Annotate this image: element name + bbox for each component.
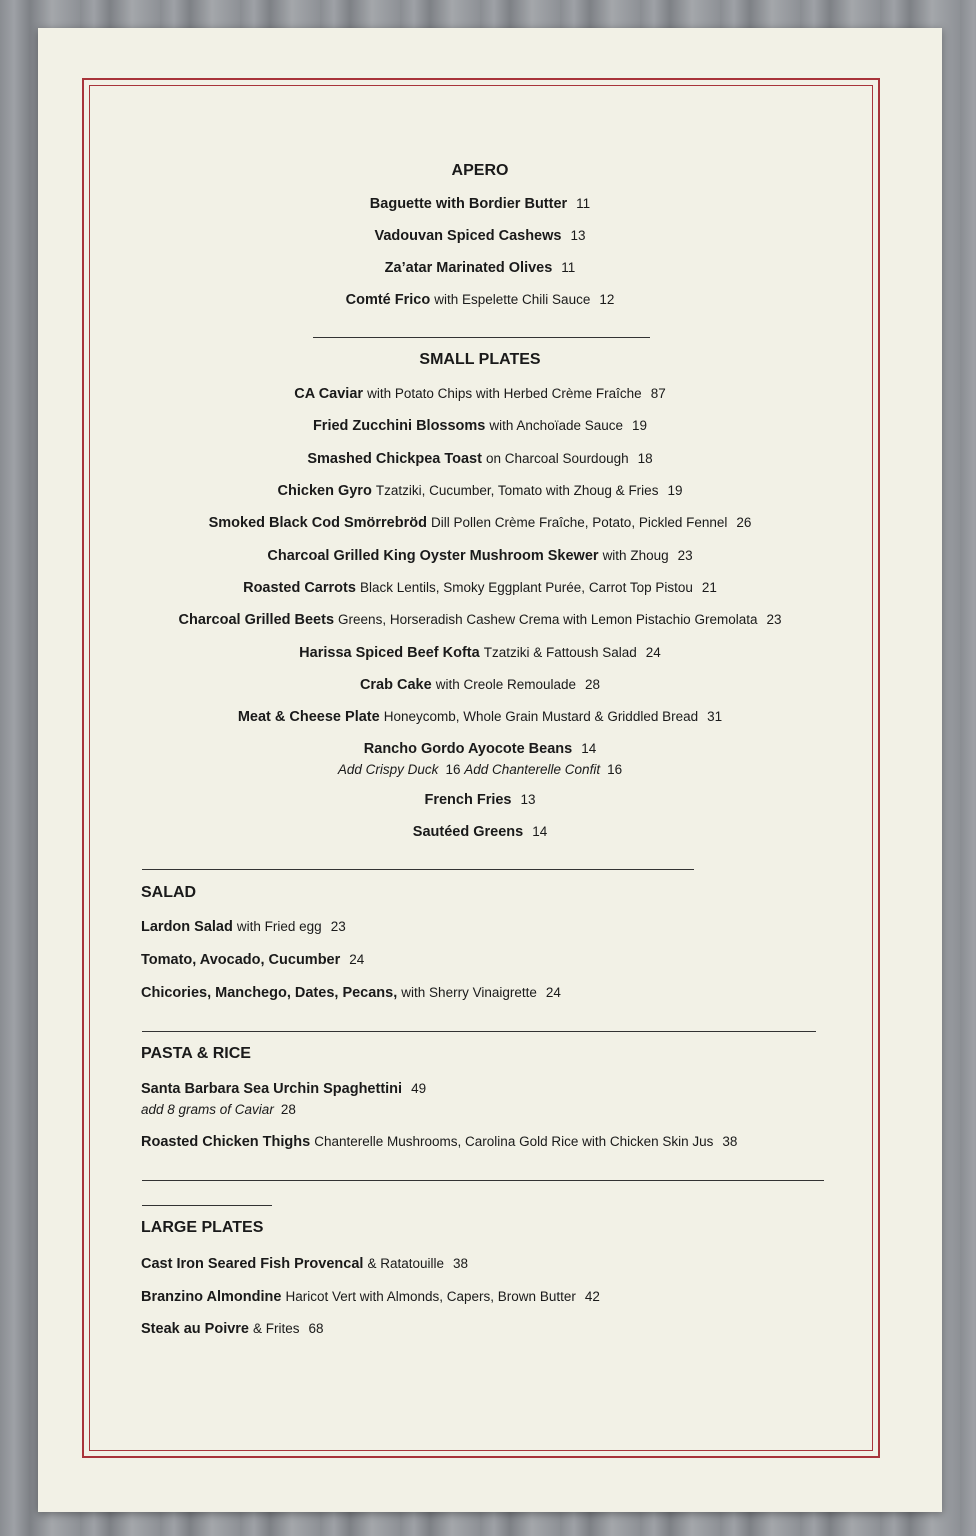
menu-item (413, 823, 547, 841)
addon-label: add 8 grams of Caviar (141, 1102, 274, 1117)
menu-item (385, 259, 576, 277)
item-description: with Fried egg (236, 919, 322, 934)
item-price: 23 (330, 919, 346, 934)
item-name: Chicken Gyro (277, 483, 372, 499)
menu-item (294, 385, 665, 403)
item-name: Sautéed Greens (412, 824, 524, 840)
item-name: Rancho Gordo Ayocote Beans (363, 741, 573, 757)
item-name: Cast Iron Seared Fish Provencal (141, 1256, 364, 1272)
item-price: 38 (453, 1256, 469, 1271)
menu-item (370, 195, 590, 213)
item-price: 19 (667, 483, 683, 498)
item-price: 24 (545, 985, 561, 1000)
item-name: Lardon Salad (141, 919, 233, 935)
menu-item (346, 291, 615, 309)
item-description: Black Lentils, Smoky Eggplant Purée, Carrot Top Pistou (359, 580, 693, 595)
addon-price: 16 (445, 762, 461, 777)
item-price: 24 (645, 645, 661, 660)
section-heading: SALAD (141, 884, 197, 901)
item-price: 24 (349, 952, 365, 967)
item-price: 23 (677, 548, 693, 563)
menu-item (141, 1288, 600, 1306)
item-description: with Sherry Vinaigrette (401, 985, 537, 1000)
item-name: Za’atar Marinated Olives (384, 260, 553, 276)
item-name: Harissa Spiced Beef Kofta (299, 645, 480, 661)
item-price: 11 (561, 260, 576, 275)
item-price: 14 (581, 741, 597, 756)
item-description: on Charcoal Sourdough (486, 451, 629, 466)
item-price: 13 (570, 228, 586, 243)
menu-item (299, 644, 661, 662)
divider (142, 869, 694, 870)
item-description: Honeycomb, Whole Grain Mustard & Griddled Bread (383, 709, 699, 724)
item-description: Tzatziki & Fattoush Salad (483, 645, 637, 660)
divider (142, 1180, 824, 1181)
item-name: CA Caviar (294, 386, 364, 402)
item-name: Roasted Chicken Thighs (141, 1134, 311, 1150)
item-name: Roasted Carrots (243, 580, 356, 596)
item-description: with Creole Remoulade (435, 677, 577, 692)
menu-item (178, 611, 781, 629)
menu-item (141, 1133, 737, 1151)
item-name: Charcoal Grilled King Oyster Mushroom Skewer (267, 548, 599, 564)
item-price: 18 (637, 451, 653, 466)
item-description: Dill Pollen Crème Fraîche, Potato, Pickled Fennel (430, 515, 728, 530)
item-name: Baguette with Bordier Butter (369, 196, 568, 212)
item-price: 13 (520, 792, 536, 807)
menu-item (141, 918, 346, 936)
item-price: 23 (766, 612, 782, 627)
item-name: Charcoal Grilled Beets (178, 612, 335, 628)
item-name: Tomato, Avocado, Cucumber (141, 952, 341, 968)
item-name: Fried Zucchini Blossoms (312, 418, 486, 434)
menu-item (141, 951, 364, 969)
item-name: Comté Frico (345, 292, 431, 308)
menu-item (243, 579, 717, 597)
menu-item (360, 676, 600, 694)
item-description: with Potato Chips with Herbed Crème Fraîche (367, 386, 642, 401)
item-name: Branzino Almondine (141, 1289, 282, 1305)
item-price: 21 (701, 580, 717, 595)
item-price: 11 (576, 196, 591, 211)
menu-item (141, 1320, 324, 1338)
section-heading: APERO (451, 162, 509, 179)
item-description: with Anchoïade Sauce (489, 418, 624, 433)
menu-item (141, 1080, 426, 1098)
menu-item (141, 984, 561, 1002)
addon-label: Add Chanterelle Confit (464, 762, 601, 777)
item-price: 68 (308, 1321, 324, 1336)
menu-item (278, 482, 683, 500)
menu-item (313, 417, 647, 435)
item-description: Tzatziki, Cucumber, Tomato with Zhoug & Fries (375, 483, 659, 498)
menu-item (307, 450, 652, 468)
item-price: 28 (585, 677, 601, 692)
item-description: Chanterelle Mushrooms, Carolina Gold Rice with Chicken Skin Jus (314, 1134, 714, 1149)
item-price: 26 (736, 515, 752, 530)
item-description: & Frites (253, 1321, 300, 1336)
addon-label: Add Crispy Duck (337, 762, 439, 777)
item-price: 49 (411, 1081, 427, 1096)
item-price: 87 (650, 386, 666, 401)
item-description: Greens, Horseradish Cashew Crema with Lemon Pistachio Gremolata (338, 612, 758, 627)
item-price: 42 (584, 1289, 600, 1304)
item-price: 12 (599, 292, 615, 307)
menu-item (424, 791, 535, 809)
menu-item (375, 227, 586, 245)
item-name: Crab Cake (359, 677, 432, 693)
item-name: Meat & Cheese Plate (237, 709, 380, 725)
item-name: Chicories, Manchego, Dates, Pecans, (141, 985, 398, 1001)
item-name: Steak au Poivre (141, 1321, 249, 1337)
item-description: & Ratatouille (367, 1256, 444, 1271)
item-description: with Zhoug (602, 548, 669, 563)
divider (313, 337, 650, 338)
section-heading: LARGE PLATES (141, 1219, 264, 1236)
item-name: Smashed Chickpea Toast (307, 451, 482, 467)
item-price: 14 (532, 824, 548, 839)
item-name: Vadouvan Spiced Cashews (374, 228, 562, 244)
item-description: with Espelette Chili Sauce (434, 292, 591, 307)
divider (142, 1205, 272, 1206)
menu-item (238, 708, 722, 726)
item-description: Haricot Vert with Almonds, Capers, Brown Butter (285, 1289, 576, 1304)
item-name: Smoked Black Cod Smörrebröd (208, 515, 427, 531)
item-addons (141, 1101, 296, 1119)
menu-item (267, 547, 692, 565)
divider (142, 1031, 816, 1032)
menu-item (364, 740, 596, 758)
item-name: Santa Barbara Sea Urchin Spaghettini (141, 1081, 403, 1097)
item-name: French Fries (424, 792, 512, 808)
item-price: 31 (707, 709, 723, 724)
menu-item (141, 1255, 468, 1273)
item-price: 38 (722, 1134, 738, 1149)
section-heading: PASTA & RICE (141, 1045, 251, 1062)
item-price: 19 (632, 418, 648, 433)
addon-price: 28 (280, 1102, 296, 1117)
addon-price: 16 (607, 762, 623, 777)
section-heading: SMALL PLATES (419, 351, 541, 368)
item-addons (338, 761, 622, 779)
menu-item (209, 514, 752, 532)
